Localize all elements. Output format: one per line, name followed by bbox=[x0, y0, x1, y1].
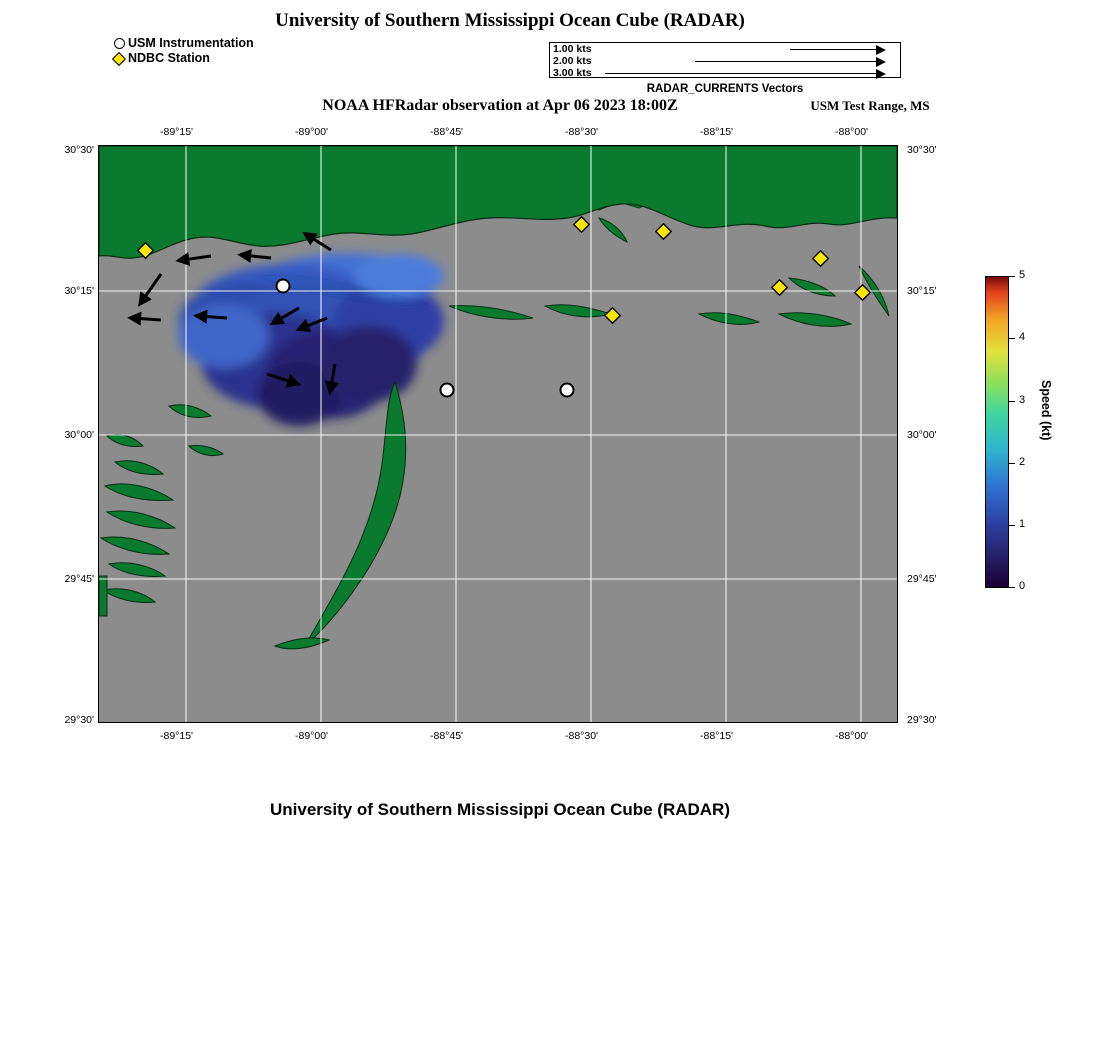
lon-tick-bottom-6: -88°00' bbox=[835, 730, 869, 742]
lat-tick-right-5: 29°30' bbox=[907, 714, 937, 726]
colorbar-title: Speed (kt) bbox=[1039, 380, 1053, 441]
lon-tick-top-5: -88°15' bbox=[700, 126, 734, 138]
lat-tick-right-1: 30°30' bbox=[907, 144, 937, 156]
lat-tick-left-5: 29°30' bbox=[64, 714, 94, 726]
lon-tick-top-2: -89°00' bbox=[295, 126, 329, 138]
observation-title: NOAA HFRadar observation at Apr 06 2023 18:00Z bbox=[322, 97, 678, 114]
lon-tick-bottom-4: -88°30' bbox=[565, 730, 599, 742]
range-label: USM Test Range, MS bbox=[810, 98, 930, 113]
lat-tick-left-3: 30°00' bbox=[64, 429, 94, 441]
map-legend bbox=[110, 36, 254, 66]
lat-tick-right-4: 29°45' bbox=[907, 573, 937, 585]
colorbar-gradient bbox=[985, 276, 1009, 588]
lon-tick-top-6: -88°00' bbox=[835, 126, 869, 138]
vector-scale-label-2: 2.00 kts bbox=[553, 55, 592, 67]
legend-label-usm-instrumentation: USM Instrumentation bbox=[128, 36, 254, 50]
lon-tick-bottom-5: -88°15' bbox=[700, 730, 734, 742]
lon-tick-bottom-2: -89°00' bbox=[295, 730, 329, 742]
map-canvas[interactable] bbox=[98, 145, 898, 723]
colorbar-tick-4: 4 bbox=[1019, 331, 1026, 343]
vector-scale-label-1: 1.00 kts bbox=[553, 43, 592, 55]
colorbar-tick-1: 1 bbox=[1019, 518, 1026, 530]
lon-tick-top-3: -88°45' bbox=[430, 126, 464, 138]
vector-scale-caption: RADAR_CURRENTS Vectors bbox=[646, 83, 804, 95]
legend-label-ndbc-station: NDBC Station bbox=[128, 51, 210, 65]
speed-colorbar bbox=[985, 269, 1026, 592]
vector-scale-label-3: 3.00 kts bbox=[553, 67, 592, 79]
legend-item-usm-instrumentation bbox=[110, 36, 254, 51]
colorbar-tick-0: 0 bbox=[1019, 580, 1026, 592]
yellow-diamond-marker-icon bbox=[110, 54, 128, 64]
page-title: University of Southern Mississippi Ocean Cube (RADAR) bbox=[275, 10, 745, 31]
vector-scale-row-2 bbox=[550, 55, 900, 67]
lat-tick-right-3: 30°00' bbox=[907, 429, 937, 441]
vector-scale-row-3 bbox=[550, 67, 900, 79]
lat-tick-left-4: 29°45' bbox=[64, 573, 94, 585]
lon-tick-bottom-3: -88°45' bbox=[430, 730, 464, 742]
colorbar-tick-2: 2 bbox=[1019, 456, 1026, 468]
lat-tick-right-2: 30°15' bbox=[907, 285, 937, 297]
lat-tick-left-2: 30°15' bbox=[64, 285, 94, 297]
vector-scale-box bbox=[549, 42, 901, 78]
vector-scale-row-1 bbox=[550, 43, 900, 55]
white-circle-marker-icon bbox=[110, 38, 128, 49]
legend-item-ndbc-station bbox=[110, 51, 254, 66]
lat-tick-left-1: 30°30' bbox=[64, 144, 94, 156]
lon-tick-bottom-1: -89°15' bbox=[160, 730, 194, 742]
colorbar-tick-3: 3 bbox=[1019, 394, 1026, 406]
footer-title: University of Southern Mississippi Ocean Cube (RADAR) bbox=[269, 800, 730, 819]
lon-tick-top-4: -88°30' bbox=[565, 126, 599, 138]
lon-tick-top-1: -89°15' bbox=[160, 126, 194, 138]
colorbar-tick-5: 5 bbox=[1019, 269, 1026, 281]
